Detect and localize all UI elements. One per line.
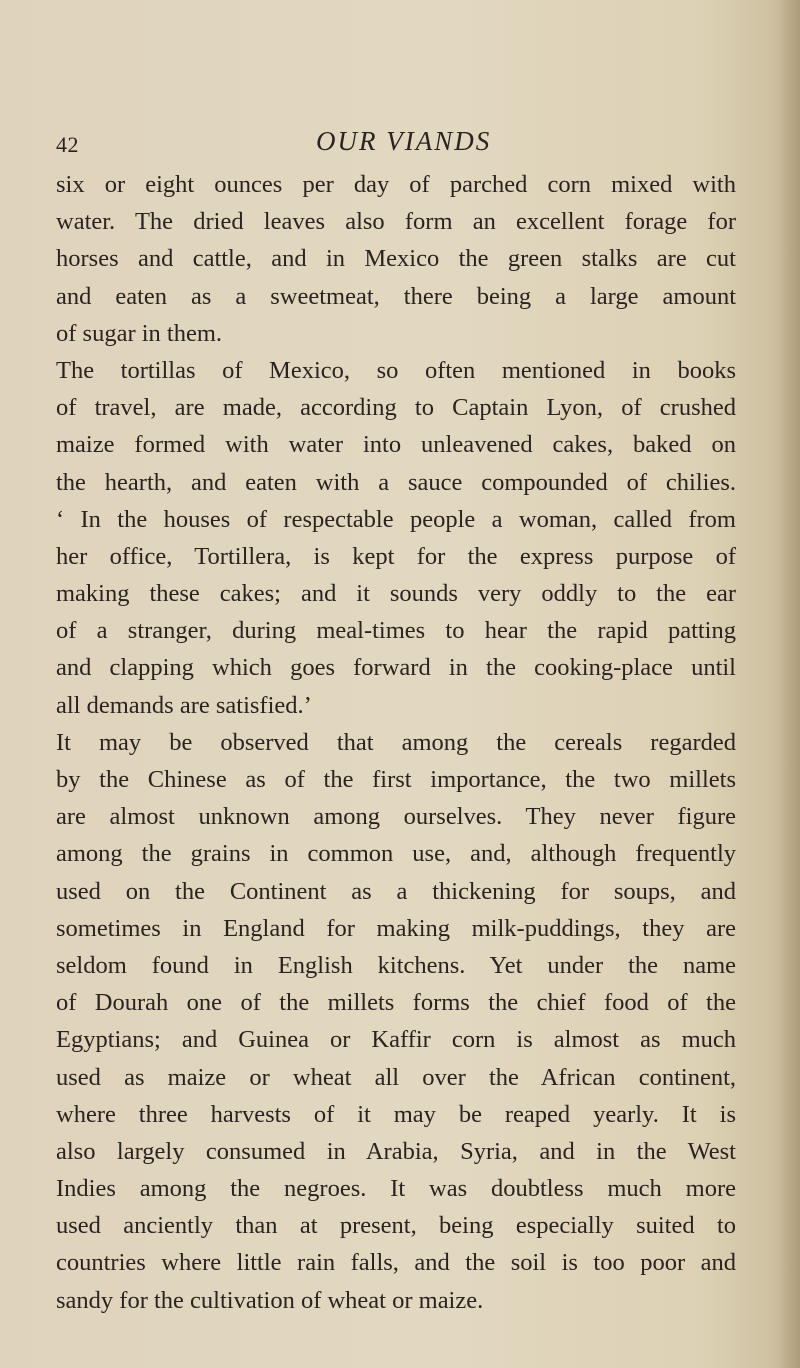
text-line: and clapping which goes forward in the cooking-place until [56,654,736,682]
text-line: seldom found in English kitchens. Yet under the name [56,951,736,979]
text-line: used anciently than at present, being especially suited to [56,1212,736,1240]
text-line: also largely consumed in Arabia, Syria, and in the West [56,1137,736,1165]
text-line: six or eight ounces per day of parched corn mixed with [56,171,736,198]
text-line: sometimes in England for making milk-puddings, they are [56,914,736,942]
text-line: of a stranger, during meal-times to hear the rapid patting [56,617,736,645]
text-line: horses and cattle, and in Mexico the green stalks are cut [56,245,736,273]
text-line: used on the Continent as a thickening for soups, and [56,877,736,905]
text-line: by the Chinese as of the first importance, the two millets [56,766,736,793]
text-line: countries where little rain falls, and the soil is too poor and [56,1249,736,1277]
text-line: water. The dried leaves also form an excellent forage for [56,208,736,236]
text-line: It may be observed that among the cereals regarded [56,728,736,756]
text-line: Indies among the negroes. It was doubtless much more [56,1175,736,1203]
text-line: used as maize or wheat all over the African continent, [56,1063,736,1091]
text-line: The tortillas of Mexico, so often mentioned in books [56,356,736,384]
text-line: ‘ In the houses of respectable people a woman, called from [56,505,736,533]
body-text [56,166,736,1319]
text-line: the hearth, and eaten with a sauce compounded of chilies. [56,468,736,496]
page-edge-shadow [778,0,800,1368]
text-line: are almost unknown among ourselves. They never figure [56,803,736,831]
text-line: maize formed with water into unleavened cakes, baked on [56,431,736,459]
text-line: of Dourah one of the millets forms the chief food of the [56,989,736,1017]
text-line: sandy for the cultivation of wheat or maize. [56,1286,484,1314]
page-number: 42 [56,132,79,157]
text-line: making these cakes; and it sounds very oddly to the ear [56,580,736,608]
running-head [56,126,706,166]
text-line: where three harvests of it may be reaped yearly. It is [56,1100,736,1128]
text-line: among the grains in common use, and, although frequently [56,840,736,868]
text-line: of sugar in them. [56,319,223,347]
text-line: all demands are satisfied.’ [56,691,312,719]
text-line: of travel, are made, according to Captain Lyon, of crushed [56,394,736,422]
running-title: OUR VIANDS [316,126,492,156]
text-line: her office, Tortillera, is kept for the express purpose of [56,542,736,570]
text-line: and eaten as a sweetmeat, there being a large amount [56,282,736,310]
text-line: Egyptians; and Guinea or Kaffir corn is almost as much [56,1026,736,1054]
